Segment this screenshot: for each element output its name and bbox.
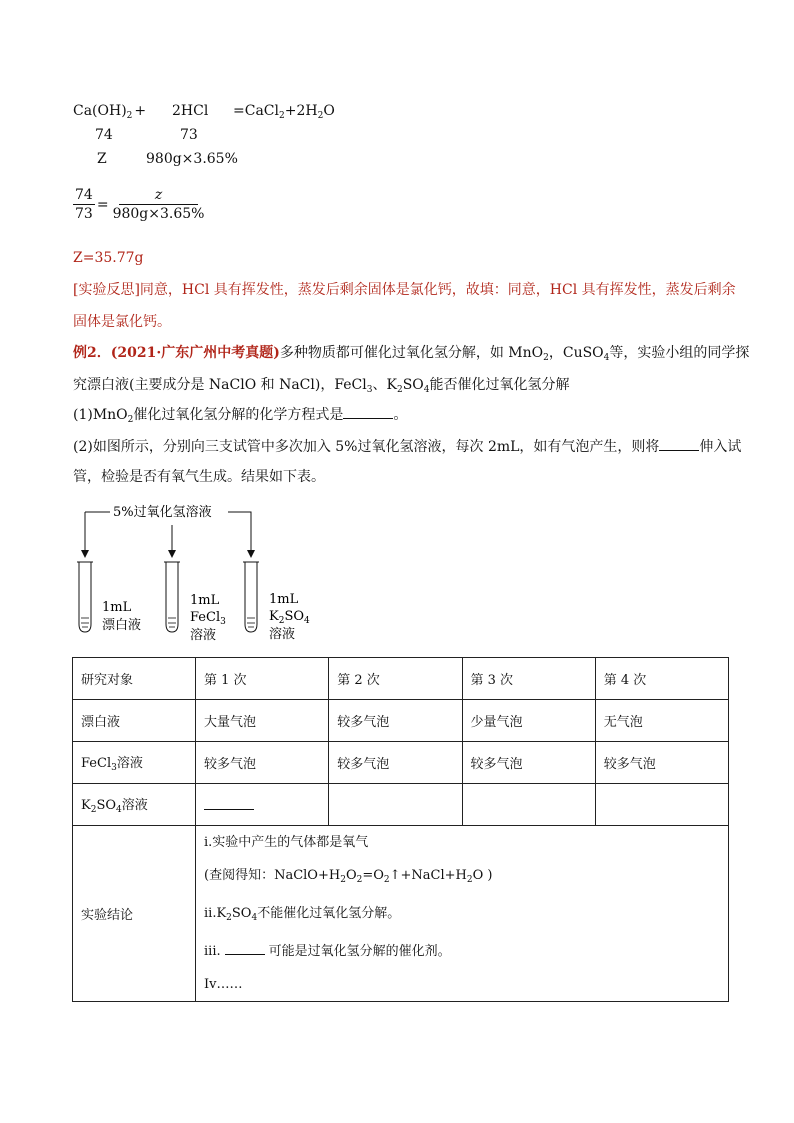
answer-blank-4[interactable]	[225, 954, 265, 955]
test-tube-1	[77, 562, 93, 632]
table-header: 第 3 次	[462, 658, 595, 700]
feed-line-top-right	[228, 512, 251, 551]
table-header: 第 1 次	[196, 658, 329, 700]
proportion: $\frac{74}{73}$ = $\frac{z}{980g\times 3.65\%}$	[75, 187, 205, 222]
tube2-label-3: 溶液	[190, 628, 217, 643]
answer: Z=35.77g	[73, 250, 144, 266]
question-2-cont: 管，检验是否有氧气生成。结果如下表。	[73, 469, 325, 485]
eq-reactant1: Ca(OH)	[73, 103, 127, 119]
table-cell: 较多气泡	[462, 742, 595, 784]
table-cell-blank[interactable]	[196, 784, 329, 826]
table-header-row	[73, 658, 729, 700]
conclusion-4: iii. 可能是过氧化氢分解的催化剂。	[204, 944, 451, 959]
table-cell: $K_2SO_4$溶液	[73, 784, 196, 826]
tube2-label-2: FeCl$_3$	[190, 610, 226, 627]
table-cell: 大量气泡	[196, 700, 329, 742]
question-1: (1)MnO$_2$催化过氧化氢分解的化学方程式是 。	[73, 407, 408, 425]
table-header: 第 2 次	[329, 658, 462, 700]
arrow-2	[168, 550, 176, 558]
tube2-label-1: 1mL	[190, 593, 220, 608]
conclusion-3: $ii.K_2SO_4$不能催化过氧化氢分解。	[204, 906, 401, 923]
example-intro-1: 例2．(2021·广东广州中考真题)多种物质都可催化过氧化氢分解，如 MnO$_2$，CuSO$_4$等，实验小组的同学探	[73, 345, 750, 363]
tube3-label-3: 溶液	[269, 627, 296, 642]
tube3-label-2: $K_2SO_4$	[269, 609, 310, 626]
table-cell: 较多气泡	[329, 742, 462, 784]
table-cell: FeCl$_3$溶液	[73, 742, 196, 784]
tube1-label-1: 1mL	[102, 600, 132, 615]
answer-blank-2[interactable]	[659, 450, 699, 451]
table-cell: 少量气泡	[462, 700, 595, 742]
figure-title: 5%过氧化氢溶液	[113, 505, 212, 520]
tube1-label-2: 漂白液	[102, 618, 142, 633]
table-cell: 较多气泡	[595, 742, 728, 784]
table-cell	[595, 784, 728, 826]
test-tube-2	[164, 562, 180, 632]
eq-reactant2: 2HCl	[172, 103, 209, 119]
table-row	[73, 742, 729, 784]
table-cell: 无气泡	[595, 700, 728, 742]
test-tube-3	[243, 562, 259, 632]
answer-blank-3[interactable]	[204, 795, 254, 810]
example-intro-2: 究漂白液(主要成分是 NaClO 和 NaCl)，FeCl$_3$、$K_2SO_4$能否催化过氧化氢分解	[73, 377, 570, 395]
test-tube-figure	[70, 500, 370, 650]
equation-row: $Ca(OH)_2$ +	[73, 103, 147, 121]
table-cell: 较多气泡	[196, 742, 329, 784]
table-header: 研究对象	[73, 658, 196, 700]
table-cell: 漂白液	[73, 700, 196, 742]
tube3-label-1: 1mL	[269, 592, 299, 607]
conclusion-5: Iv……	[204, 977, 243, 992]
conclusion-1: i.实验中产生的气体都是氧气	[204, 835, 369, 850]
answer-blank-1[interactable]	[343, 418, 393, 419]
example-source: (2021·广东广州中考真题)	[110, 345, 280, 361]
reflection-line-1: [实验反思]同意，HCl 具有挥发性，蒸发后剩余固体是氯化钙，故填：同意，HCl 具有挥发性，蒸发后剩余	[73, 282, 736, 298]
eq-var2: 980g×3.65%	[146, 151, 238, 167]
results-table	[72, 657, 729, 1002]
arrow-1	[81, 550, 89, 558]
table-cell: 较多气泡	[329, 700, 462, 742]
table-row	[73, 700, 729, 742]
table-cell	[462, 784, 595, 826]
eq-plus: +	[134, 103, 147, 119]
reflection-line-2: 固体是氯化钙。	[73, 314, 171, 330]
eq-var1: Z	[97, 151, 107, 167]
example-label: 例2．	[73, 345, 111, 361]
question-2: (2)如图所示，分别向三支试管中多次加入 5%过氧化氢溶液，每次 2mL，如有气泡产生，则将 伸入试	[73, 439, 742, 455]
eq-products: $=CaCl_2+2H_2O$	[233, 103, 335, 121]
table-row	[73, 784, 729, 826]
conclusion-cell	[196, 826, 729, 1002]
table-cell	[329, 784, 462, 826]
table-header: 第 4 次	[595, 658, 728, 700]
conclusion-row	[73, 826, 729, 1002]
eq-mass2: 73	[180, 127, 198, 143]
conclusion-2: (查阅得知：$NaClO+H_2O_2=O_2↑+NaCl+H_2O$ )	[204, 868, 493, 885]
eq-mass1: 74	[95, 127, 113, 143]
conclusion-label: 实验结论	[73, 826, 196, 1002]
arrow-3	[247, 550, 255, 558]
